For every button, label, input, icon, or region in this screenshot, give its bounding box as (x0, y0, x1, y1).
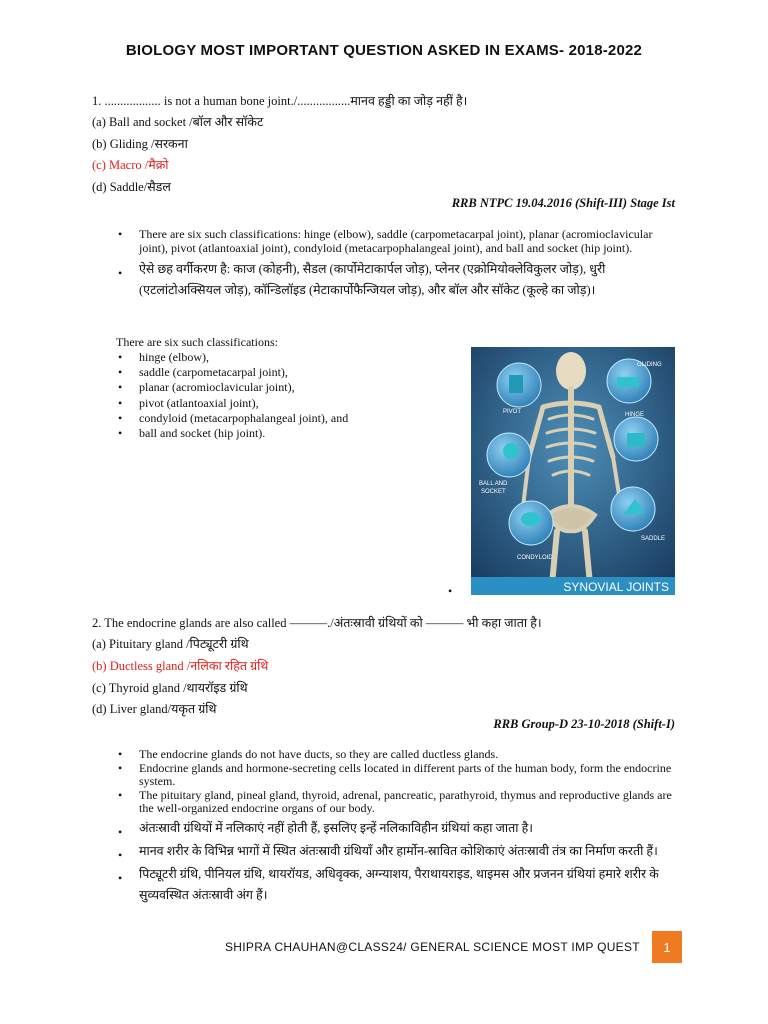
q2-bullet-en: • The endocrine glands do not have ducts, so they are called ductless glands. (116, 748, 676, 762)
q2-bullet-en: • Endocrine glands and hormone-secreting cells located in different parts of the human body, form the endocrine system. (116, 762, 676, 789)
list-item: • pivot (atlantoaxial joint), (116, 396, 361, 411)
q2-source: RRB Group-D 23-10-2018 (Shift-I) (493, 717, 675, 731)
list-item: • saddle (carpometacarpal joint), (116, 365, 361, 380)
label-gliding: GLIDING (637, 362, 662, 368)
q1-classification-list (116, 350, 361, 441)
page-number-badge: 1 (652, 931, 682, 963)
q1-bullet-hi: • ऐसे छह वर्गीकरण है: काज (कोहनी), सैडल (कार्पोमेटाकार्पल जोड़), प्लेनर (एक्रोमियोक्लेविकुलर जोड़), धुरी (एटलांटोअक्सियल जोड़), कॉन्डिलॉइड (मेटाकार्पोफैन्जियल जोड़), और बॉल और सॉकेट (कूल्हे का जोड़)। (116, 259, 676, 301)
q1-option-a: (a) Ball and socket /बॉल और सॉकेट (92, 115, 264, 129)
q1-option-c-correct: (c) Macro /मैक्रो (92, 158, 169, 172)
q2-bullet-hi: • अंतःस्रावी ग्रंथियों में नलिकाएं नहीं होती हैं, इसलिए इन्हें नलिकाविहीन ग्रंथियां कहा जाता है। (116, 818, 676, 839)
q1-bullet-en: • There are six such classifications: hinge (elbow), saddle (carpometacarpal joint), planar (acromioclavicular joint), pivot (atlantoaxial joint), condyloid (metacarpophalangeal joint), and ball and socket (hip joint). (116, 228, 676, 255)
label-condyloid: CONDYLOID (517, 555, 553, 561)
bullet-marker: • (448, 584, 453, 598)
list-item: • hinge (elbow), (116, 350, 361, 365)
q2-option-b-correct: (b) Ductless gland /नलिका रहित ग्रंथि (92, 659, 269, 673)
q2-bullet-en: • The pituitary gland, pineal gland, thyroid, adrenal, pancreatic, parathyroid, thymus and reproductive glands are the well-organized endocrine organs of our body. (116, 789, 676, 816)
q2-option-a: (a) Pituitary gland /पिट्यूटरी ग्रंथि (92, 637, 249, 651)
page-title: BIOLOGY MOST IMPORTANT QUESTION ASKED IN EXAMS- 2018-2022 (125, 42, 643, 59)
q1-source: RRB NTPC 19.04.2016 (Shift-III) Stage Ist (451, 196, 675, 210)
q2-explanation-list (116, 748, 676, 906)
image-caption: SYNOVIAL JOINTS (563, 580, 669, 594)
label-hinge: HINGE (625, 412, 645, 418)
q1-option-d: (d) Saddle/सैडल (92, 180, 171, 194)
q1-option-b: (b) Gliding /सरकना (92, 137, 188, 151)
synovial-joints-image (471, 347, 675, 595)
label-saddle: SADDLE (641, 536, 666, 542)
list-item: • planar (acromioclavicular joint), (116, 380, 361, 395)
q2-option-d: (d) Liver gland/यकृत ग्रंथि (92, 702, 217, 716)
footer-text: SHIPRA CHAUHAN@CLASS24/ GENERAL SCIENCE MOST IMP QUEST (225, 940, 640, 954)
label-ball-and: BALL AND (479, 481, 508, 487)
list-item: • condyloid (metacarpophalangeal joint), and (116, 411, 361, 426)
q2-bullet-hi: • मानव शरीर के विभिन्न भागों में स्थित अंतःस्रावी ग्रंथियाँ और हार्मोन-स्रावित कोशिकाएं अंतःस्रावी तंत्र का निर्माण करती हैं। (116, 841, 676, 862)
q1-explanation-list (116, 228, 676, 301)
label-pivot: PIVOT (503, 409, 522, 415)
list-item: • ball and socket (hip joint). (116, 426, 361, 441)
label-socket: SOCKET (481, 489, 506, 495)
q2-question: 2. The endocrine glands are also called ———./अंतःस्रावी ग्रंथियों को ——— भी कहा जाता है। (92, 616, 542, 630)
q2-bullet-hi: • पिट्यूटरी ग्रंथि, पीनियल ग्रंथि, थायरॉयड, अधिवृक्क, अग्न्याशय, पैराथायराइड, थाइमस और प्रजनन ग्रंथियां हमारे शरीर के सुव्यवस्थित अंतःस्रावी अंग हैं। (116, 864, 676, 906)
q1-question: 1. .................. is not a human bone joint./.................मानव हड्डी का जोड़ नहीं है। (92, 94, 468, 108)
q2-option-c: (c) Thyroid gland /थायरॉइड ग्रंथि (92, 681, 248, 695)
q1-list-intro: There are six such classifications: (116, 335, 278, 349)
